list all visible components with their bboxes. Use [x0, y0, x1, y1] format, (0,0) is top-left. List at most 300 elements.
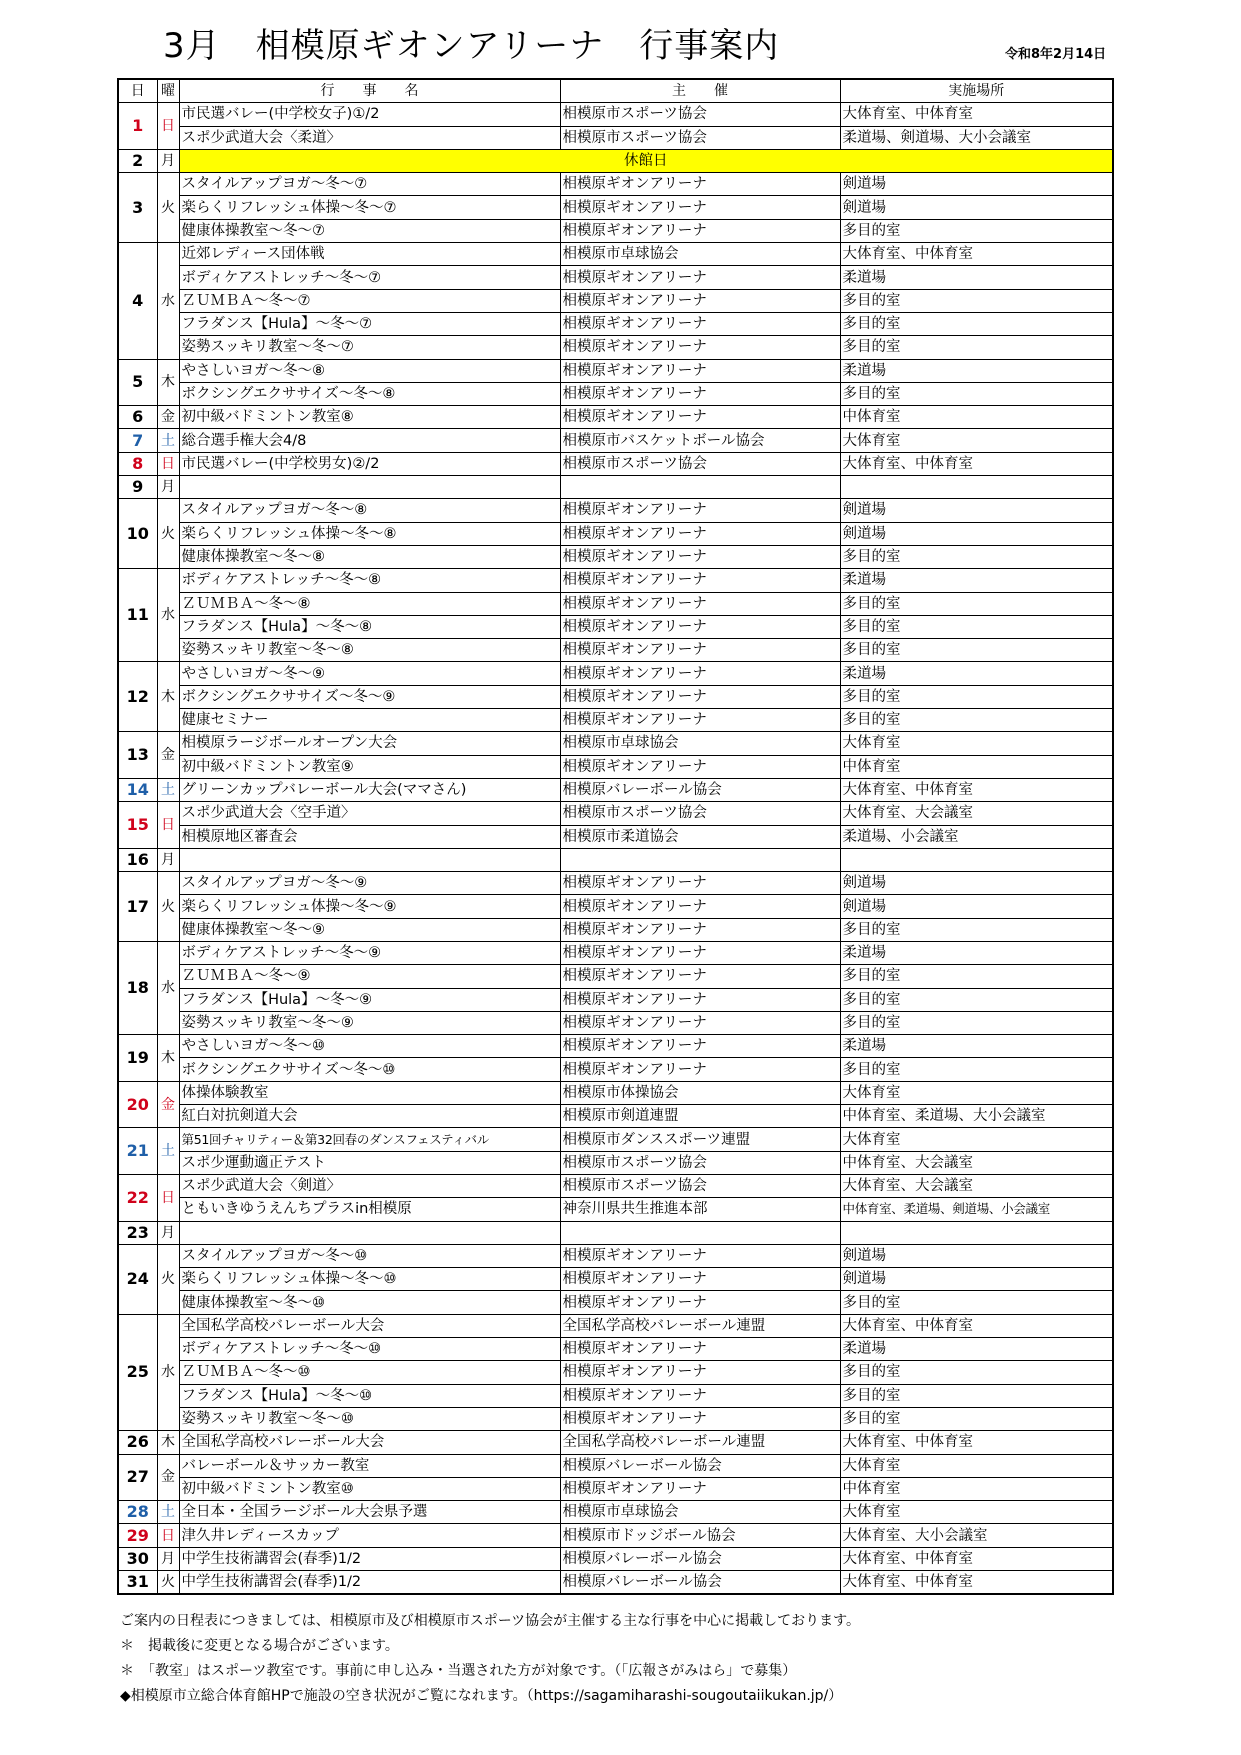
table-row: [118, 103, 1113, 126]
organizer-cell: 相模原市卓球協会: [560, 243, 840, 266]
organizer-cell: 相模原市ドッジボール協会: [560, 1524, 840, 1547]
table-row: [118, 1407, 1113, 1430]
event-name-cell: ボクシングエクササイズ～冬～⑧: [179, 382, 560, 405]
venue-cell: 大体育室、大小会議室: [840, 1524, 1113, 1547]
organizer-cell: 相模原バレーボール協会: [560, 778, 840, 801]
day-cell: 21: [118, 1128, 157, 1175]
table-row: [118, 1221, 1113, 1244]
day-cell: 5: [118, 359, 157, 406]
venue-cell: 大体育室: [840, 732, 1113, 755]
event-name-cell: フラダンス【Hula】～冬～⑩: [179, 1384, 560, 1407]
table-row: [118, 639, 1113, 662]
day-cell: 20: [118, 1081, 157, 1128]
event-name-cell: 姿勢スッキリ教室～冬～⑧: [179, 639, 560, 662]
venue-cell: 柔道場、剣道場、大小会議室: [840, 126, 1113, 149]
table-row: [118, 149, 1113, 172]
table-row: [118, 1035, 1113, 1058]
weekday-cell: 日: [157, 452, 179, 475]
event-name-cell: 全国私学高校バレーボール大会: [179, 1314, 560, 1337]
event-name-cell: 姿勢スッキリ教室～冬～⑦: [179, 336, 560, 359]
weekday-cell: 木: [157, 662, 179, 732]
organizer-cell: 相模原ギオンアリーナ: [560, 522, 840, 545]
organizer-cell: 相模原ギオンアリーナ: [560, 755, 840, 778]
event-name-cell: 全国私学高校バレーボール大会: [179, 1431, 560, 1454]
weekday-cell: 月: [157, 476, 179, 499]
table-row: [118, 778, 1113, 801]
venue-cell: 大体育室、中体育室: [840, 1431, 1113, 1454]
event-name-cell: 健康セミナー: [179, 709, 560, 732]
table-row: [118, 615, 1113, 638]
venue-cell: 中体育室: [840, 406, 1113, 429]
organizer-cell: 相模原バレーボール協会: [560, 1454, 840, 1477]
organizer-cell: 相模原ギオンアリーナ: [560, 1035, 840, 1058]
venue-cell: 多目的室: [840, 709, 1113, 732]
organizer-cell: 相模原ギオンアリーナ: [560, 1477, 840, 1500]
table-row: [118, 662, 1113, 685]
event-name-cell: [179, 476, 560, 499]
event-name-cell: 体操体験教室: [179, 1081, 560, 1104]
table-row: [118, 755, 1113, 778]
issue-date: 令和8年2月14日: [1005, 47, 1107, 62]
venue-cell: 柔道場、小会議室: [840, 825, 1113, 848]
organizer-cell: 相模原ギオンアリーナ: [560, 336, 840, 359]
event-name-cell: ＺＵＭＢＡ～冬～⑨: [179, 965, 560, 988]
table-row: [118, 429, 1113, 452]
venue-cell: [840, 848, 1113, 871]
venue-cell: 大体育室、中体育室: [840, 452, 1113, 475]
event-name-cell: やさしいヨガ～冬～⑧: [179, 359, 560, 382]
organizer-cell: 相模原ギオンアリーナ: [560, 545, 840, 568]
header-venue: 実施場所: [840, 79, 1113, 103]
day-cell: 24: [118, 1244, 157, 1314]
venue-cell: 剣道場: [840, 522, 1113, 545]
venue-cell: [840, 1221, 1113, 1244]
organizer-cell: [560, 1221, 840, 1244]
organizer-cell: 相模原ギオンアリーナ: [560, 1361, 840, 1384]
table-row: [118, 1314, 1113, 1337]
organizer-cell: 相模原ギオンアリーナ: [560, 1244, 840, 1267]
venue-cell: 大体育室、大会議室: [840, 1174, 1113, 1197]
day-cell: 9: [118, 476, 157, 499]
table-row: [118, 592, 1113, 615]
notes: [120, 1609, 860, 1709]
event-name-cell: 相模原地区審査会: [179, 825, 560, 848]
day-cell: 22: [118, 1174, 157, 1221]
table-row: [118, 1105, 1113, 1128]
table-row: [118, 941, 1113, 964]
day-cell: 1: [118, 103, 157, 150]
venue-cell: 多目的室: [840, 639, 1113, 662]
venue-cell: 多目的室: [840, 685, 1113, 708]
venue-cell: 大体育室: [840, 1128, 1113, 1151]
table-row: [118, 336, 1113, 359]
organizer-cell: 相模原市体操協会: [560, 1081, 840, 1104]
organizer-cell: 相模原市卓球協会: [560, 732, 840, 755]
event-name-cell: 楽らくリフレッシュ体操～冬～⑨: [179, 895, 560, 918]
venue-cell: 多目的室: [840, 1384, 1113, 1407]
table-row: [118, 1081, 1113, 1104]
table-row: [118, 1524, 1113, 1547]
weekday-cell: 月: [157, 149, 179, 172]
event-name-cell: スタイルアップヨガ～冬～⑨: [179, 872, 560, 895]
weekday-cell: 月: [157, 1221, 179, 1244]
organizer-cell: 相模原ギオンアリーナ: [560, 359, 840, 382]
venue-cell: 多目的室: [840, 289, 1113, 312]
weekday-cell: 水: [157, 243, 179, 359]
table-row: [118, 1431, 1113, 1454]
venue-cell: 中体育室: [840, 1477, 1113, 1500]
weekday-cell: 木: [157, 359, 179, 406]
table-row: [118, 685, 1113, 708]
venue-cell: 剣道場: [840, 499, 1113, 522]
organizer-cell: 神奈川県共生推進本部: [560, 1198, 840, 1221]
table-row: [118, 1198, 1113, 1221]
day-cell: 19: [118, 1035, 157, 1082]
event-name-cell: ともいきゆうえんちプラスin相模原: [179, 1198, 560, 1221]
weekday-cell: 火: [157, 173, 179, 243]
table-row: [118, 965, 1113, 988]
weekday-cell: 月: [157, 848, 179, 871]
table-row: [118, 1268, 1113, 1291]
table-row: [118, 1477, 1113, 1500]
event-name-cell: 健康体操教室～冬～⑦: [179, 219, 560, 242]
weekday-cell: 日: [157, 1174, 179, 1221]
venue-cell: 柔道場: [840, 1338, 1113, 1361]
weekday-cell: 月: [157, 1547, 179, 1570]
venue-cell: 大体育室: [840, 1501, 1113, 1524]
event-name-cell: スポ少武道大会〈空手道〉: [179, 802, 560, 825]
day-cell: 15: [118, 802, 157, 849]
organizer-cell: 相模原ギオンアリーナ: [560, 219, 840, 242]
day-cell: 29: [118, 1524, 157, 1547]
day-cell: 30: [118, 1547, 157, 1570]
table-row: [118, 1361, 1113, 1384]
table-row: [118, 1128, 1113, 1151]
venue-cell: 多目的室: [840, 592, 1113, 615]
organizer-cell: 相模原市バスケットボール協会: [560, 429, 840, 452]
table-row: [118, 918, 1113, 941]
weekday-cell: 土: [157, 1501, 179, 1524]
event-name-cell: フラダンス【Hula】～冬～⑧: [179, 615, 560, 638]
venue-cell: 大体育室、中体育室: [840, 243, 1113, 266]
event-name-cell: ボディケアストレッチ～冬～⑩: [179, 1338, 560, 1361]
venue-cell: 大体育室、大会議室: [840, 802, 1113, 825]
organizer-cell: 相模原ギオンアリーナ: [560, 312, 840, 335]
weekday-cell: 水: [157, 1314, 179, 1430]
organizer-cell: 相模原市柔道協会: [560, 825, 840, 848]
table-row: [118, 802, 1113, 825]
venue-cell: 大体育室、中体育室: [840, 778, 1113, 801]
table-row: [118, 1011, 1113, 1034]
event-name-cell: [179, 1221, 560, 1244]
venue-cell: 剣道場: [840, 1268, 1113, 1291]
venue-cell: 中体育室: [840, 755, 1113, 778]
table-row: [118, 1501, 1113, 1524]
venue-cell: 多目的室: [840, 219, 1113, 242]
day-cell: 18: [118, 941, 157, 1034]
table-row: [118, 359, 1113, 382]
event-name-cell: 楽らくリフレッシュ体操～冬～⑧: [179, 522, 560, 545]
weekday-cell: 水: [157, 941, 179, 1034]
organizer-cell: 相模原市スポーツ協会: [560, 802, 840, 825]
event-name-cell: ボクシングエクササイズ～冬～⑨: [179, 685, 560, 708]
table-row: [118, 266, 1113, 289]
table-row: [118, 499, 1113, 522]
note-line: ＊ 掲載後に変更となる場合がございます。: [120, 1638, 399, 1654]
organizer-cell: 相模原ギオンアリーナ: [560, 918, 840, 941]
event-name-cell: ボディケアストレッチ～冬～⑦: [179, 266, 560, 289]
event-name-cell: スタイルアップヨガ～冬～⑩: [179, 1244, 560, 1267]
event-name-cell: ボディケアストレッチ～冬～⑧: [179, 569, 560, 592]
organizer-cell: 相模原市スポーツ協会: [560, 1174, 840, 1197]
event-name-cell: やさしいヨガ～冬～⑩: [179, 1035, 560, 1058]
organizer-cell: 相模原ギオンアリーナ: [560, 662, 840, 685]
venue-cell: 多目的室: [840, 1291, 1113, 1314]
table-row: [118, 1384, 1113, 1407]
venue-cell: 大体育室: [840, 1454, 1113, 1477]
event-name-cell: 初中級バドミントン教室⑩: [179, 1477, 560, 1500]
table-row: [118, 522, 1113, 545]
venue-cell: 多目的室: [840, 615, 1113, 638]
weekday-cell: 火: [157, 872, 179, 942]
day-cell: 6: [118, 406, 157, 429]
table-row: [118, 312, 1113, 335]
organizer-cell: 相模原ギオンアリーナ: [560, 569, 840, 592]
weekday-cell: 日: [157, 1524, 179, 1547]
weekday-cell: 木: [157, 1035, 179, 1082]
table-row: [118, 825, 1113, 848]
event-name-cell: 市民選バレー(中学校男女)②/2: [179, 452, 560, 475]
table-row: [118, 1571, 1113, 1595]
venue-cell: 多目的室: [840, 312, 1113, 335]
venue-cell: 多目的室: [840, 1361, 1113, 1384]
weekday-cell: 金: [157, 1081, 179, 1128]
table-row: [118, 1338, 1113, 1361]
day-cell: 8: [118, 452, 157, 475]
organizer-cell: 相模原ギオンアリーナ: [560, 965, 840, 988]
table-row: [118, 406, 1113, 429]
day-cell: 17: [118, 872, 157, 942]
venue-cell: [840, 476, 1113, 499]
day-cell: 13: [118, 732, 157, 779]
event-name-cell: 楽らくリフレッシュ体操～冬～⑦: [179, 196, 560, 219]
table-row: [118, 895, 1113, 918]
organizer-cell: 相模原市スポーツ協会: [560, 452, 840, 475]
organizer-cell: 相模原市スポーツ協会: [560, 103, 840, 126]
table-row: [118, 1454, 1113, 1477]
event-name-cell: ＺＵＭＢＡ～冬～⑩: [179, 1361, 560, 1384]
organizer-cell: 相模原ギオンアリーナ: [560, 685, 840, 708]
event-name-cell: 初中級バドミントン教室⑧: [179, 406, 560, 429]
event-name-cell: 健康体操教室～冬～⑩: [179, 1291, 560, 1314]
organizer-cell: 相模原ギオンアリーナ: [560, 1338, 840, 1361]
organizer-cell: 全国私学高校バレーボール連盟: [560, 1314, 840, 1337]
day-cell: 28: [118, 1501, 157, 1524]
event-name-cell: 中学生技術講習会(春季)1/2: [179, 1571, 560, 1595]
day-cell: 11: [118, 569, 157, 662]
weekday-cell: 金: [157, 1454, 179, 1501]
weekday-cell: 火: [157, 1244, 179, 1314]
organizer-cell: 相模原ギオンアリーナ: [560, 196, 840, 219]
weekday-cell: 火: [157, 1571, 179, 1595]
venue-cell: 多目的室: [840, 988, 1113, 1011]
venue-cell: 多目的室: [840, 965, 1113, 988]
venue-cell: 剣道場: [840, 173, 1113, 196]
organizer-cell: 相模原ギオンアリーナ: [560, 1407, 840, 1430]
table-row: [118, 196, 1113, 219]
day-cell: 3: [118, 173, 157, 243]
event-name-cell: ＺＵＭＢＡ～冬～⑧: [179, 592, 560, 615]
organizer-cell: 相模原ギオンアリーナ: [560, 592, 840, 615]
organizer-cell: 相模原ギオンアリーナ: [560, 895, 840, 918]
organizer-cell: [560, 848, 840, 871]
note-line: ◆相模原市立総合体育館HPで施設の空き状況がご覧になれます。（https://sagamiharashi-sougoutaiikukan.jp/）: [120, 1688, 843, 1704]
event-name-cell: スポ少運動適正テスト: [179, 1151, 560, 1174]
table-row: [118, 382, 1113, 405]
table-row: [118, 173, 1113, 196]
event-name-cell: 健康体操教室～冬～⑧: [179, 545, 560, 568]
organizer-cell: 相模原市スポーツ協会: [560, 126, 840, 149]
event-name-cell: スポ少武道大会〈柔道〉: [179, 126, 560, 149]
venue-cell: 多目的室: [840, 1407, 1113, 1430]
event-name-cell: スタイルアップヨガ～冬～⑦: [179, 173, 560, 196]
organizer-cell: 相模原ギオンアリーナ: [560, 173, 840, 196]
weekday-cell: 金: [157, 406, 179, 429]
organizer-cell: 相模原ギオンアリーナ: [560, 709, 840, 732]
day-cell: 7: [118, 429, 157, 452]
table-row: [118, 1547, 1113, 1570]
organizer-cell: 相模原ギオンアリーナ: [560, 1291, 840, 1314]
table-row: [118, 569, 1113, 592]
weekday-cell: 日: [157, 103, 179, 150]
venue-cell: 柔道場: [840, 662, 1113, 685]
table-row: [118, 243, 1113, 266]
organizer-cell: 相模原市スポーツ協会: [560, 1151, 840, 1174]
organizer-cell: 相模原ギオンアリーナ: [560, 499, 840, 522]
table-row: [118, 872, 1113, 895]
venue-cell: 剣道場: [840, 196, 1113, 219]
day-cell: 27: [118, 1454, 157, 1501]
table-row: [118, 1291, 1113, 1314]
event-name-cell: [179, 848, 560, 871]
venue-cell: 大体育室、中体育室: [840, 103, 1113, 126]
venue-cell: 中体育室、大会議室: [840, 1151, 1113, 1174]
organizer-cell: 相模原市卓球協会: [560, 1501, 840, 1524]
event-name-cell: 初中級バドミントン教室⑨: [179, 755, 560, 778]
organizer-cell: 相模原ギオンアリーナ: [560, 406, 840, 429]
organizer-cell: 相模原ギオンアリーナ: [560, 872, 840, 895]
venue-cell: 多目的室: [840, 1011, 1113, 1034]
table-header-row: [118, 79, 1113, 103]
venue-cell: 多目的室: [840, 918, 1113, 941]
event-name-cell: 近郊レディース団体戦: [179, 243, 560, 266]
venue-cell: 大体育室: [840, 429, 1113, 452]
header-event: 行 事 名: [179, 79, 560, 103]
weekday-cell: 土: [157, 429, 179, 452]
event-name-cell: 津久井レディースカップ: [179, 1524, 560, 1547]
organizer-cell: 相模原ギオンアリーナ: [560, 1058, 840, 1081]
page-title: 3月 相模原ギオンアリーナ 行事案内: [163, 26, 780, 66]
organizer-cell: 相模原ギオンアリーナ: [560, 266, 840, 289]
event-name-cell: 楽らくリフレッシュ体操～冬～⑩: [179, 1268, 560, 1291]
day-cell: 2: [118, 149, 157, 172]
event-name-cell: 全日本・全国ラージボール大会県予選: [179, 1501, 560, 1524]
organizer-cell: 相模原ギオンアリーナ: [560, 615, 840, 638]
table-row: [118, 732, 1113, 755]
event-name-cell: ＺＵＭＢＡ～冬～⑦: [179, 289, 560, 312]
organizer-cell: 相模原市ダンススポーツ連盟: [560, 1128, 840, 1151]
venue-cell: 多目的室: [840, 1058, 1113, 1081]
header-organizer: 主 催: [560, 79, 840, 103]
note-line: ご案内の日程表につきましては、相模原市及び相模原市スポーツ協会が主催する主な行事を中心に掲載しております。: [120, 1613, 861, 1629]
weekday-cell: 日: [157, 802, 179, 849]
header-day: 日: [118, 79, 157, 103]
venue-cell: 大体育室、中体育室: [840, 1571, 1113, 1595]
table-row: [118, 452, 1113, 475]
table-row: [118, 988, 1113, 1011]
venue-cell: 柔道場: [840, 941, 1113, 964]
table-row: [118, 1058, 1113, 1081]
venue-cell: 多目的室: [840, 336, 1113, 359]
venue-cell: 柔道場: [840, 359, 1113, 382]
weekday-cell: 金: [157, 732, 179, 779]
table-row: [118, 219, 1113, 242]
day-cell: 12: [118, 662, 157, 732]
day-cell: 31: [118, 1571, 157, 1595]
note-line: ＊ 「教室」はスポーツ教室です。事前に申し込み・当選された方が対象です。（「広報さがみはら」で募集）: [120, 1663, 797, 1679]
event-name-cell: 相模原ラージボールオープン大会: [179, 732, 560, 755]
day-cell: 25: [118, 1314, 157, 1430]
venue-cell: 中体育室、柔道場、剣道場、小会議室: [840, 1198, 1113, 1221]
event-name-cell: ボディケアストレッチ～冬～⑨: [179, 941, 560, 964]
event-name-cell: グリーンカップバレーボール大会(ママさん): [179, 778, 560, 801]
organizer-cell: 相模原バレーボール協会: [560, 1547, 840, 1570]
organizer-cell: 全国私学高校バレーボール連盟: [560, 1431, 840, 1454]
event-name-cell: フラダンス【Hula】～冬～⑦: [179, 312, 560, 335]
event-name-cell: スポ少武道大会〈剣道〉: [179, 1174, 560, 1197]
event-name-cell: 健康体操教室～冬～⑨: [179, 918, 560, 941]
table-row: [118, 1244, 1113, 1267]
organizer-cell: 相模原ギオンアリーナ: [560, 382, 840, 405]
organizer-cell: 相模原ギオンアリーナ: [560, 1268, 840, 1291]
organizer-cell: 相模原ギオンアリーナ: [560, 639, 840, 662]
event-name-cell: 姿勢スッキリ教室～冬～⑩: [179, 1407, 560, 1430]
venue-cell: 剣道場: [840, 872, 1113, 895]
weekday-cell: 木: [157, 1431, 179, 1454]
venue-cell: 中体育室、柔道場、大小会議室: [840, 1105, 1113, 1128]
venue-cell: 大体育室: [840, 1081, 1113, 1104]
organizer-cell: 相模原市剣道連盟: [560, 1105, 840, 1128]
event-name-cell: 姿勢スッキリ教室～冬～⑨: [179, 1011, 560, 1034]
event-name-cell: フラダンス【Hula】～冬～⑨: [179, 988, 560, 1011]
event-name-cell: ボクシングエクササイズ～冬～⑩: [179, 1058, 560, 1081]
table-row: [118, 476, 1113, 499]
event-name-cell: 第51回チャリティー＆第32回春のダンスフェスティバル: [179, 1128, 560, 1151]
organizer-cell: 相模原ギオンアリーナ: [560, 1384, 840, 1407]
day-cell: 4: [118, 243, 157, 359]
day-cell: 26: [118, 1431, 157, 1454]
header-weekday: 曜: [157, 79, 179, 103]
table-row: [118, 709, 1113, 732]
day-cell: 16: [118, 848, 157, 871]
venue-cell: 柔道場: [840, 266, 1113, 289]
table-row: [118, 289, 1113, 312]
schedule-body: [118, 103, 1113, 1595]
venue-cell: 柔道場: [840, 1035, 1113, 1058]
venue-cell: 剣道場: [840, 1244, 1113, 1267]
organizer-cell: 相模原バレーボール協会: [560, 1571, 840, 1595]
venue-cell: 多目的室: [840, 545, 1113, 568]
